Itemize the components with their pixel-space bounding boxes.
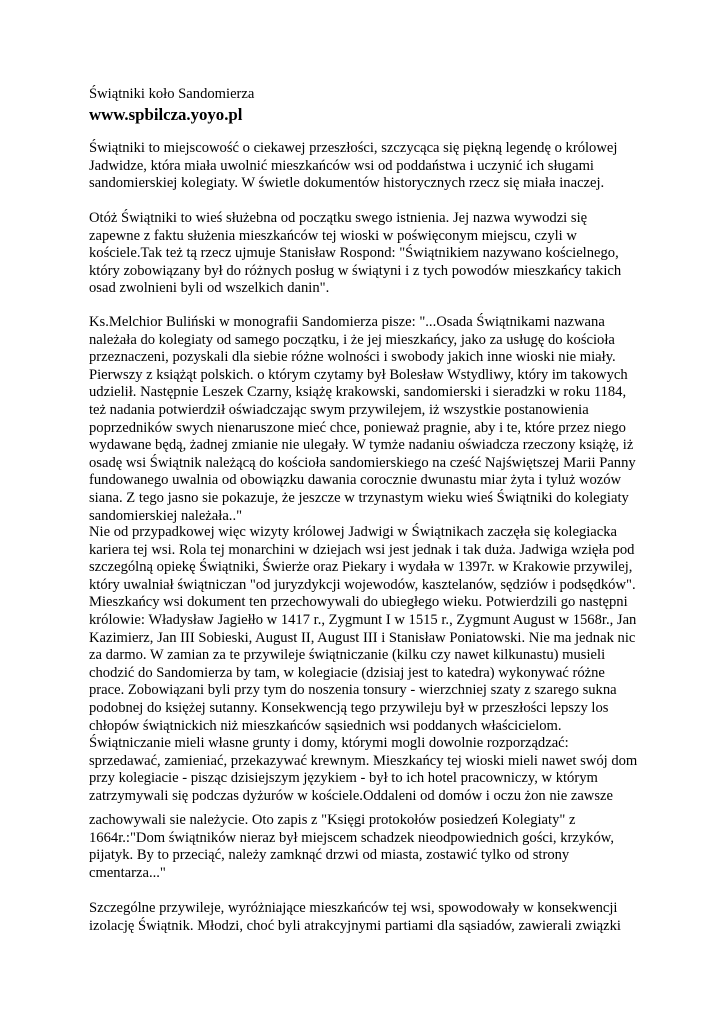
text-line: osad zwolnieni byli od wszelkich danin". [89, 280, 330, 297]
text-line: należała do kolegiaty od samego początku, i że jej mieszkańcy, jako za usługę do kościoła [89, 331, 615, 348]
text-line: Otóż Świątniki to wieś służebna od początku swego istnienia. Jej nazwa wywodzi się [89, 210, 588, 226]
text-line: sandomierskiej należała.." [89, 507, 243, 524]
text-line: osadę wsi Świątnik należącą do kościoła sandomierskiego na cześć Najświętszej Marii Panny [89, 454, 636, 471]
text-line: który uwalniał świątniczan "od juryzdykcji wojewodów, kasztelanów, sędziów i podsędków". [89, 576, 636, 593]
text-line: kościele.Tak też tą rzecz ujmuje Stanisław Rospond: "Świątnikiem nazywano kościelnego, [89, 245, 619, 262]
text-line: wydawane będą, żadnej zmianie nie ulegały. W tymże nadaniu oświadcza rzeczony książę, iż [89, 437, 634, 454]
text-line: Ks.Melchior Buliński w monografii Sandomierza pisze: "...Osada Świątnikami nazwana [89, 314, 605, 330]
text-line: fundowanego uwalnia od obowiązku dawania corocznie dwunastu miar żyta i tyluż wozów [89, 472, 622, 489]
text-line: zatrzymywali się podczas dyżurów w kościele.Oddaleni od domów i oczu żon nie zawsze [89, 787, 613, 804]
text-line: prace. Zobowiązani byli przy tym do noszenia tonsury - wierzchniej szaty z szarego sukna [89, 682, 617, 699]
text-line: Pierwszy z książąt polskich. o którym czytamy był Bolesław Wstydliwy, który im takowych [89, 366, 628, 383]
text-line: 1664r.:"Dom świątników nieraz był miejscem schadzek nieodpowiednich gości, krzyków, [89, 829, 614, 846]
text-line: zachowywali sie należycie. Oto zapis z "Księgi protokołów posiedzeń Kolegiaty" z [89, 812, 576, 828]
text-line: sprzedawać, zamieniać, przekazywać krewnym. Mieszkańcy tej wioski mieli nawet swój dom [89, 752, 638, 769]
text-line: Jadwidze, która miała uwolnić mieszkańców wsi od poddaństwa i uczynić ich sługami [89, 157, 594, 174]
text-line: przeznaczeni, pozyskali dla siebie różne wolności i swobody jakich inne wioski nie miały. [89, 349, 616, 366]
text-line: królowie: Władysław Jagiełło w 1417 r., Zygmunt I w 1515 r., Zygmunt August w 1568r., Jan [89, 611, 637, 628]
text-line: cmentarza..." [89, 864, 166, 881]
website-url: www.spbilcza.yoyo.pl [89, 105, 243, 124]
text-line: udzielił. Następnie Leszek Czarny, książę krakowski, sandomierski i sieradzki w roku 1184, [89, 384, 627, 401]
text-line: zapewne z faktu służenia mieszkańców tej wioski w poświęconym miejscu, czyli w [89, 227, 577, 244]
text-line: chłopów świątnickich niż mieszkańców sąsiednich wsi poddanych właścicielom. [89, 717, 562, 734]
text-line: izolację Świątnik. Młodzi, choć byli atrakcyjnymi partiami dla sąsiadów, zawierali związki [89, 917, 621, 934]
text-line: siana. Z tego jasno sie pokazuje, że jeszcze w trzynastym wieku wieś Świątniki do kolegiaty [89, 489, 629, 506]
paragraph-isolation [89, 900, 621, 935]
document-title: Świątniki koło Sandomierza [89, 86, 255, 102]
paragraph-protocols [89, 812, 614, 882]
text-line: pijatyk. By to przeciąć, należy zamknąć drzwi od miasta, zostawić tylko od strony [89, 847, 570, 864]
text-line: Kazimierz, Jan III Sobieski, August II, August III i Stanisław Poniatowski. Nie ma jednak nic [89, 629, 636, 646]
text-line: podobnej do księżej sutanny. Konsekwencją tego przywileju był w przeszłości lepszy los [89, 699, 609, 716]
text-line: poprzedników swych nienaruszone mieć chce, ponieważ pragnie, aby i te, które przez niego [89, 419, 626, 436]
text-line: Nie od przypadkowej więc wizyty królowej Jadwigi w Świątnikach zaczęła się kolegiacka [89, 524, 618, 540]
text-line: kariera tej wsi. Rola tej monarchini w dziejach wsi jest jednak i tak duża. Jadwiga wzięła pod [89, 541, 635, 558]
text-line: szczególną opiekę Świątniki, Świerże oraz Piekary i wydała w 1397r. w Krakowie przywilej, [89, 559, 633, 576]
text-line: sandomierskiej kolegiaty. W świetle dokumentów historycznych rzecz się miała inaczej. [89, 175, 605, 192]
text-line: który zobowiązany był do różnych posług w świątyni i z tych powodów mieszkańcy takich [89, 262, 622, 279]
text-line: Szczególne przywileje, wyróżniające mieszkańców tej wsi, spowodowały w konsekwencji [89, 900, 618, 916]
text-line: też nadania potwierdził oświadczając swym przywilejem, iż wszystkie postanowienia [89, 401, 589, 418]
text-line: Świątniczanie mieli własne grunty i domy, którymi mogli dowolnie rozporządzać: [89, 735, 569, 752]
text-line: przy kolegiacie - pisząc dzisiejszym językiem - był to ich hotel pracowniczy, w którym [89, 770, 598, 787]
paragraph-origin [89, 210, 621, 298]
paragraph-bulinski [89, 314, 636, 525]
paragraph-legend [89, 140, 617, 193]
text-line: Mieszkańcy wsi dokument ten przechowywali do ubiegłego wieku. Potwierdzili go następni [89, 594, 628, 611]
text-line: Świątniki to miejscowość o ciekawej przeszłości, szczycąca się piękną legendę o królowej [89, 140, 618, 156]
paragraph-jadwiga [89, 524, 637, 806]
text-line: chodzić do Sandomierza by tam, w kolegiacie (dzisiaj jest to katedra) wykonywać różne [89, 664, 605, 681]
text-line: za darmo. W zamian za te przywileje świątniczanie (kilku czy nawet kilkunastu) musieli [89, 647, 606, 664]
